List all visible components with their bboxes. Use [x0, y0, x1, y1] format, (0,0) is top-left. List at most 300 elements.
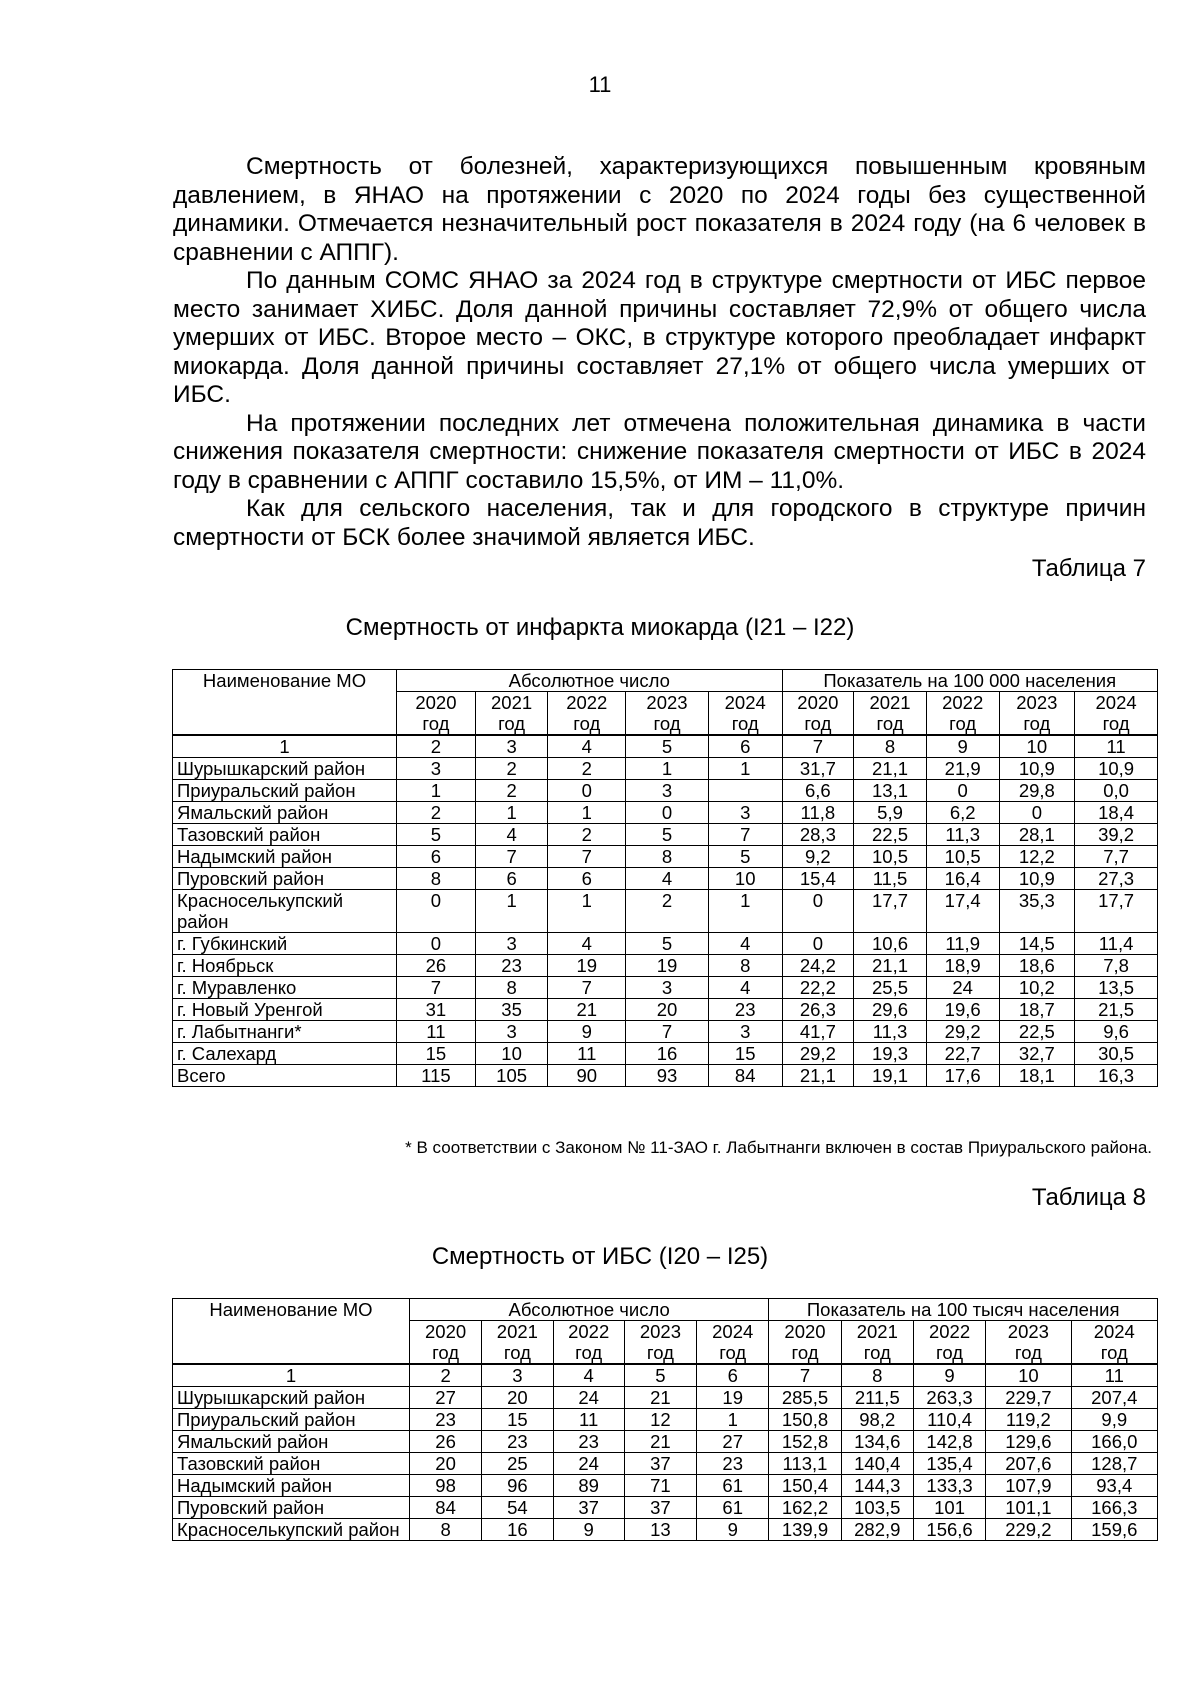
table-cell: 0: [397, 890, 476, 933]
column-index: 8: [854, 735, 927, 758]
table-cell: 12: [624, 1409, 696, 1431]
year-unit: год: [422, 713, 450, 734]
table-row: [173, 802, 1158, 824]
body-text: [173, 153, 1146, 552]
column-index: 3: [482, 1364, 553, 1387]
table-cell: 19: [697, 1387, 769, 1409]
table-cell: 21,5: [1075, 999, 1158, 1021]
table-cell: 18,9: [926, 955, 999, 977]
table-7-footnote: * В соответствии с Законом № 11-ЗАО г. Лабытнанги включен в состав Приуральского района.: [405, 1138, 1152, 1157]
table-cell: 1: [708, 890, 782, 933]
header-absolute: Абсолютное число: [397, 670, 783, 692]
table-cell: 25,5: [854, 977, 927, 999]
year-label: 2022: [568, 1321, 610, 1342]
column-index: 7: [782, 735, 854, 758]
table-cell: 24,2: [782, 955, 854, 977]
table-cell: 14,5: [999, 933, 1075, 955]
year-unit: год: [863, 1342, 891, 1363]
table-cell: 15,4: [782, 868, 854, 890]
table-cell: 9: [697, 1519, 769, 1541]
table-cell: 21,1: [782, 1065, 854, 1087]
table-cell: 13: [624, 1519, 696, 1541]
year-unit: год: [646, 1342, 674, 1363]
table-cell: 3: [626, 780, 709, 802]
header-year: [475, 692, 548, 736]
table-cell: 207,6: [986, 1453, 1071, 1475]
column-index: 10: [999, 735, 1075, 758]
table-cell: 8: [626, 846, 709, 868]
column-index: 7: [769, 1364, 841, 1387]
year-unit: год: [949, 713, 977, 734]
table-8: [172, 1298, 1158, 1541]
year-unit: год: [936, 1342, 964, 1363]
header-year: [548, 692, 626, 736]
table-cell: 3: [475, 1021, 548, 1043]
table-cell: 11,5: [854, 868, 927, 890]
table-cell: 84: [708, 1065, 782, 1087]
table-cell: 3: [626, 977, 709, 999]
header-year: [624, 1321, 696, 1365]
table-cell: 16: [482, 1519, 553, 1541]
table-cell: 21: [548, 999, 626, 1021]
table-cell: 19,6: [926, 999, 999, 1021]
table-cell: 93: [626, 1065, 709, 1087]
table-cell: 11: [548, 1043, 626, 1065]
table-row: [173, 890, 1158, 933]
year-label: 2020: [784, 1321, 826, 1342]
table-cell: 98: [409, 1475, 481, 1497]
mo-name: Приуральский район: [173, 780, 397, 802]
table-cell: 2: [397, 802, 476, 824]
page-number: 11: [588, 72, 612, 97]
table-cell: 144,3: [841, 1475, 913, 1497]
table-cell: 11: [553, 1409, 624, 1431]
year-unit: год: [432, 1342, 460, 1363]
table-cell: 23: [482, 1431, 553, 1453]
table-cell: 8: [475, 977, 548, 999]
table-cell: 24: [553, 1453, 624, 1475]
table-cell: 5,9: [854, 802, 927, 824]
table-cell: 32,7: [999, 1043, 1075, 1065]
table-cell: 6,2: [926, 802, 999, 824]
table-cell: 0: [999, 802, 1075, 824]
column-index: 6: [708, 735, 782, 758]
header-year: [999, 692, 1075, 736]
table-cell: 229,7: [986, 1387, 1071, 1409]
table-cell: 0: [548, 780, 626, 802]
table-cell: 16,3: [1075, 1065, 1158, 1087]
table-8-title: Смертность от ИБС (I20 – I25): [431, 1243, 769, 1270]
column-index: 3: [475, 735, 548, 758]
year-unit: год: [876, 713, 904, 734]
table-cell: 129,6: [986, 1431, 1071, 1453]
table-cell: 17,6: [926, 1065, 999, 1087]
header-year: [397, 692, 476, 736]
table-cell: 110,4: [913, 1409, 985, 1431]
table-cell: 3: [397, 758, 476, 780]
table-row: [173, 1453, 1158, 1475]
table-cell: 101,1: [986, 1497, 1071, 1519]
table-cell: 7: [548, 977, 626, 999]
table-cell: 11,3: [854, 1021, 927, 1043]
table-cell: 7: [626, 1021, 709, 1043]
header-mo: Наименование МО: [173, 1299, 410, 1365]
table-cell: 13,1: [854, 780, 927, 802]
table-cell: 22,2: [782, 977, 854, 999]
table-row: [173, 1387, 1158, 1409]
year-label: 2023: [639, 1321, 682, 1342]
table-cell: 7: [548, 846, 626, 868]
table-cell: 19,3: [854, 1043, 927, 1065]
table-cell: 156,6: [913, 1519, 985, 1541]
table-cell: 19: [548, 955, 626, 977]
table-row: [173, 1431, 1158, 1453]
header-year: [1075, 692, 1158, 736]
mo-name: Всего: [173, 1065, 397, 1087]
table-cell: 139,9: [769, 1519, 841, 1541]
table-cell: 1: [548, 890, 626, 933]
table-cell: 10,5: [926, 846, 999, 868]
table-cell: 150,4: [769, 1475, 841, 1497]
table-cell: 28,3: [782, 824, 854, 846]
table-cell: 8: [708, 955, 782, 977]
table-cell: [708, 780, 782, 802]
year-unit: год: [1023, 713, 1051, 734]
table-cell: 0: [626, 802, 709, 824]
column-index: 11: [1075, 735, 1158, 758]
paragraph: По данным СОМС ЯНАО за 2024 год в структуре смертности от ИБС первое место занимает ХИБС. Доля данной причины составляет 72,9% от общего числа умерших от ИБС. Второе место – ОКС, в структуре которого преобладает инфаркт миокарда. Доля данной причины составляет 27,1% от общего числа умерших от ИБС.: [173, 267, 1146, 408]
table-cell: 21,1: [854, 955, 927, 977]
table-cell: 26: [409, 1431, 481, 1453]
table-cell: 285,5: [769, 1387, 841, 1409]
table-cell: 90: [548, 1065, 626, 1087]
table-cell: 28,1: [999, 824, 1075, 846]
table-cell: 93,4: [1071, 1475, 1157, 1497]
column-index: 4: [548, 735, 626, 758]
mo-name: Ямальский район: [173, 1431, 410, 1453]
year-unit: год: [804, 713, 832, 734]
table-cell: 17,7: [1075, 890, 1158, 933]
table-cell: 9,6: [1075, 1021, 1158, 1043]
year-unit: год: [719, 1342, 747, 1363]
table-cell: 20: [482, 1387, 553, 1409]
table-cell: 8: [397, 868, 476, 890]
year-label: 2020: [415, 692, 457, 713]
year-label: 2024: [712, 1321, 754, 1342]
table-cell: 107,9: [986, 1475, 1071, 1497]
mo-name: г. Новый Уренгой: [173, 999, 397, 1021]
table-cell: 0: [926, 780, 999, 802]
table-cell: 0: [782, 890, 854, 933]
mo-name: г. Муравленко: [173, 977, 397, 999]
year-unit: год: [1100, 1342, 1128, 1363]
table-cell: 20: [626, 999, 709, 1021]
year-unit: год: [573, 713, 601, 734]
year-label: 2021: [856, 1321, 898, 1342]
year-unit: год: [1102, 713, 1130, 734]
header-year: [769, 1321, 841, 1365]
table-cell: 37: [553, 1497, 624, 1519]
table-cell: 8: [409, 1519, 481, 1541]
table-cell: 29,8: [999, 780, 1075, 802]
table-row: [173, 868, 1158, 890]
mo-name: Пуровский район: [173, 1497, 410, 1519]
year-label: 2021: [496, 1321, 538, 1342]
table-cell: 133,3: [913, 1475, 985, 1497]
table-body: [173, 735, 1158, 1087]
table-cell: 10,9: [1075, 758, 1158, 780]
table-cell: 23: [697, 1453, 769, 1475]
mo-name: Красноселькупский район: [173, 1519, 410, 1541]
column-index: 8: [841, 1364, 913, 1387]
table-row: [173, 758, 1158, 780]
table-cell: 23: [475, 955, 548, 977]
year-label: 2022: [942, 692, 984, 713]
table-cell: 140,4: [841, 1453, 913, 1475]
table-cell: 11,8: [782, 802, 854, 824]
table-cell: 25: [482, 1453, 553, 1475]
table-row: [173, 955, 1158, 977]
paragraph: На протяжении последних лет отмечена положительная динамика в части снижения показателя смертности: снижение показателя смертности от ИБС в 2024 году в сравнении с АППГ составило 15,5%, от ИМ – 11,0%.: [173, 409, 1146, 494]
table-8-label: Таблица 8: [1031, 1184, 1146, 1211]
table-cell: 2: [548, 758, 626, 780]
table-cell: 3: [708, 1021, 782, 1043]
table-cell: 7: [708, 824, 782, 846]
table-cell: 1: [708, 758, 782, 780]
table-cell: 12,2: [999, 846, 1075, 868]
paragraph: Смертность от болезней, характеризующихся повышенным кровяным давлением, в ЯНАО на протяжении с 2020 по 2024 годы без существенной динамики. Отмечается незначительный рост показателя в 2024 году (на 6 человек в сравнении с АППГ).: [173, 153, 1146, 266]
table-cell: 128,7: [1071, 1453, 1157, 1475]
mo-name: Приуральский район: [173, 1409, 410, 1431]
header-year: [926, 692, 999, 736]
column-index: 10: [986, 1364, 1071, 1387]
table-row: [173, 977, 1158, 999]
table-cell: 11,9: [926, 933, 999, 955]
year-label: 2023: [1016, 692, 1058, 713]
table-body: [173, 1364, 1158, 1541]
table-7-label: Таблица 7: [1031, 555, 1146, 582]
table-cell: 3: [708, 802, 782, 824]
header-year: [708, 692, 782, 736]
table-cell: 23: [708, 999, 782, 1021]
table-cell: 115: [397, 1065, 476, 1087]
table-cell: 134,6: [841, 1431, 913, 1453]
table-cell: 10: [708, 868, 782, 890]
table-cell: 31,7: [782, 758, 854, 780]
table-cell: 26: [397, 955, 476, 977]
table-cell: 17,7: [854, 890, 927, 933]
table-cell: 10,5: [854, 846, 927, 868]
table-cell: 18,1: [999, 1065, 1075, 1087]
year-label: 2023: [1007, 1321, 1049, 1342]
table-cell: 135,4: [913, 1453, 985, 1475]
column-index-row: [173, 735, 1158, 758]
table-cell: 15: [708, 1043, 782, 1065]
header-year: [626, 692, 709, 736]
header-year: [841, 1321, 913, 1365]
mo-name: Красноселькупский район: [173, 890, 397, 933]
table-cell: 27,3: [1075, 868, 1158, 890]
table-cell: 9,2: [782, 846, 854, 868]
table-cell: 229,2: [986, 1519, 1071, 1541]
table-cell: 61: [697, 1497, 769, 1519]
table-cell: 1: [548, 802, 626, 824]
table-cell: 29,2: [782, 1043, 854, 1065]
table-cell: 2: [475, 758, 548, 780]
table-row: [173, 1021, 1158, 1043]
table-cell: 4: [626, 868, 709, 890]
table-cell: 282,9: [841, 1519, 913, 1541]
table-row: [173, 999, 1158, 1021]
column-index: 11: [1071, 1364, 1157, 1387]
table-cell: 5: [397, 824, 476, 846]
table-row: [173, 1409, 1158, 1431]
table-row: [173, 933, 1158, 955]
year-label: 2022: [928, 1321, 971, 1342]
table-cell: 211,5: [841, 1387, 913, 1409]
table-row: [173, 1475, 1158, 1497]
table-cell: 29,2: [926, 1021, 999, 1043]
table-cell: 10,9: [999, 868, 1075, 890]
table-cell: 18,6: [999, 955, 1075, 977]
table-cell: 54: [482, 1497, 553, 1519]
table-cell: 89: [553, 1475, 624, 1497]
table-cell: 16,4: [926, 868, 999, 890]
header-rate: Показатель на 100 000 населения: [782, 670, 1157, 692]
table-cell: 10,9: [999, 758, 1075, 780]
table-cell: 7,7: [1075, 846, 1158, 868]
year-unit: год: [575, 1342, 603, 1363]
table-cell: 24: [926, 977, 999, 999]
mo-name: Надымский район: [173, 1475, 410, 1497]
table-cell: 142,8: [913, 1431, 985, 1453]
table-cell: 6: [475, 868, 548, 890]
table-cell: 166,3: [1071, 1497, 1157, 1519]
table-cell: 7,8: [1075, 955, 1158, 977]
table-cell: 5: [626, 933, 709, 955]
mo-name: г. Салехард: [173, 1043, 397, 1065]
table-cell: 1: [626, 758, 709, 780]
year-unit: год: [653, 713, 681, 734]
header-year: [409, 1321, 481, 1365]
table-cell: 159,6: [1071, 1519, 1157, 1541]
column-index: 1: [173, 1364, 410, 1387]
table-row: [173, 1043, 1158, 1065]
year-label: 2024: [1093, 1321, 1135, 1342]
table-cell: 31: [397, 999, 476, 1021]
table-cell: 9: [553, 1519, 624, 1541]
column-index: 9: [913, 1364, 985, 1387]
table-cell: 7: [475, 846, 548, 868]
table-cell: 9,9: [1071, 1409, 1157, 1431]
header-year: [913, 1321, 985, 1365]
table-cell: 2: [548, 824, 626, 846]
table-7: [172, 669, 1158, 1087]
table-cell: 9: [548, 1021, 626, 1043]
table-row: [173, 780, 1158, 802]
column-index: 5: [626, 735, 709, 758]
table-cell: 22,7: [926, 1043, 999, 1065]
table-cell: 27: [409, 1387, 481, 1409]
table-cell: 166,0: [1071, 1431, 1157, 1453]
table-cell: 96: [482, 1475, 553, 1497]
table-cell: 10,2: [999, 977, 1075, 999]
year-unit: год: [1014, 1342, 1042, 1363]
table-cell: 0,0: [1075, 780, 1158, 802]
table-cell: 152,8: [769, 1431, 841, 1453]
table-7-title: Смертность от инфаркта миокарда (I21 – I22): [345, 614, 855, 641]
column-index: 4: [553, 1364, 624, 1387]
table-cell: 4: [708, 933, 782, 955]
table-cell: 18,4: [1075, 802, 1158, 824]
table-cell: 13,5: [1075, 977, 1158, 999]
table-cell: 15: [397, 1043, 476, 1065]
table-cell: 21,9: [926, 758, 999, 780]
table-cell: 10,6: [854, 933, 927, 955]
table-cell: 35: [475, 999, 548, 1021]
table-cell: 29,6: [854, 999, 927, 1021]
table-cell: 22,5: [999, 1021, 1075, 1043]
table-cell: 37: [624, 1497, 696, 1519]
table-cell: 84: [409, 1497, 481, 1519]
table-cell: 6: [548, 868, 626, 890]
mo-name: Шурышкарский район: [173, 1387, 410, 1409]
year-unit: год: [731, 713, 759, 734]
header-year: [1071, 1321, 1157, 1365]
header-absolute: Абсолютное число: [409, 1299, 768, 1321]
column-index-row: [173, 1364, 1158, 1387]
table-cell: 26,3: [782, 999, 854, 1021]
table-cell: 3: [475, 933, 548, 955]
table-cell: 263,3: [913, 1387, 985, 1409]
year-unit: год: [498, 713, 526, 734]
table-cell: 105: [475, 1065, 548, 1087]
table-cell: 1: [397, 780, 476, 802]
table-cell: 71: [624, 1475, 696, 1497]
table-cell: 10: [475, 1043, 548, 1065]
year-label: 2020: [797, 692, 839, 713]
year-label: 2021: [869, 692, 911, 713]
table-cell: 119,2: [986, 1409, 1071, 1431]
table-cell: 23: [553, 1431, 624, 1453]
table-cell: 7: [397, 977, 476, 999]
table-row: [173, 1065, 1158, 1087]
table-row: [173, 824, 1158, 846]
mo-name: Пуровский район: [173, 868, 397, 890]
table-cell: 98,2: [841, 1409, 913, 1431]
table-cell: 22,5: [854, 824, 927, 846]
year-unit: год: [503, 1342, 531, 1363]
year-label: 2024: [1095, 692, 1137, 713]
table-cell: 35,3: [999, 890, 1075, 933]
column-index: 6: [697, 1364, 769, 1387]
table-cell: 207,4: [1071, 1387, 1157, 1409]
mo-name: г. Губкинский: [173, 933, 397, 955]
table-cell: 0: [782, 933, 854, 955]
mo-name: Тазовский район: [173, 824, 397, 846]
table-cell: 41,7: [782, 1021, 854, 1043]
column-index: 5: [624, 1364, 696, 1387]
table-cell: 19,1: [854, 1065, 927, 1087]
table-cell: 24: [553, 1387, 624, 1409]
table-cell: 39,2: [1075, 824, 1158, 846]
column-index: 2: [409, 1364, 481, 1387]
table-cell: 21: [624, 1431, 696, 1453]
header-mo: Наименование МО: [173, 670, 397, 736]
table-cell: 37: [624, 1453, 696, 1475]
paragraph: Как для сельского населения, так и для городского в структуре причин смертности от БСК более значимой является ИБС.: [173, 495, 1146, 551]
header-year: [986, 1321, 1071, 1365]
